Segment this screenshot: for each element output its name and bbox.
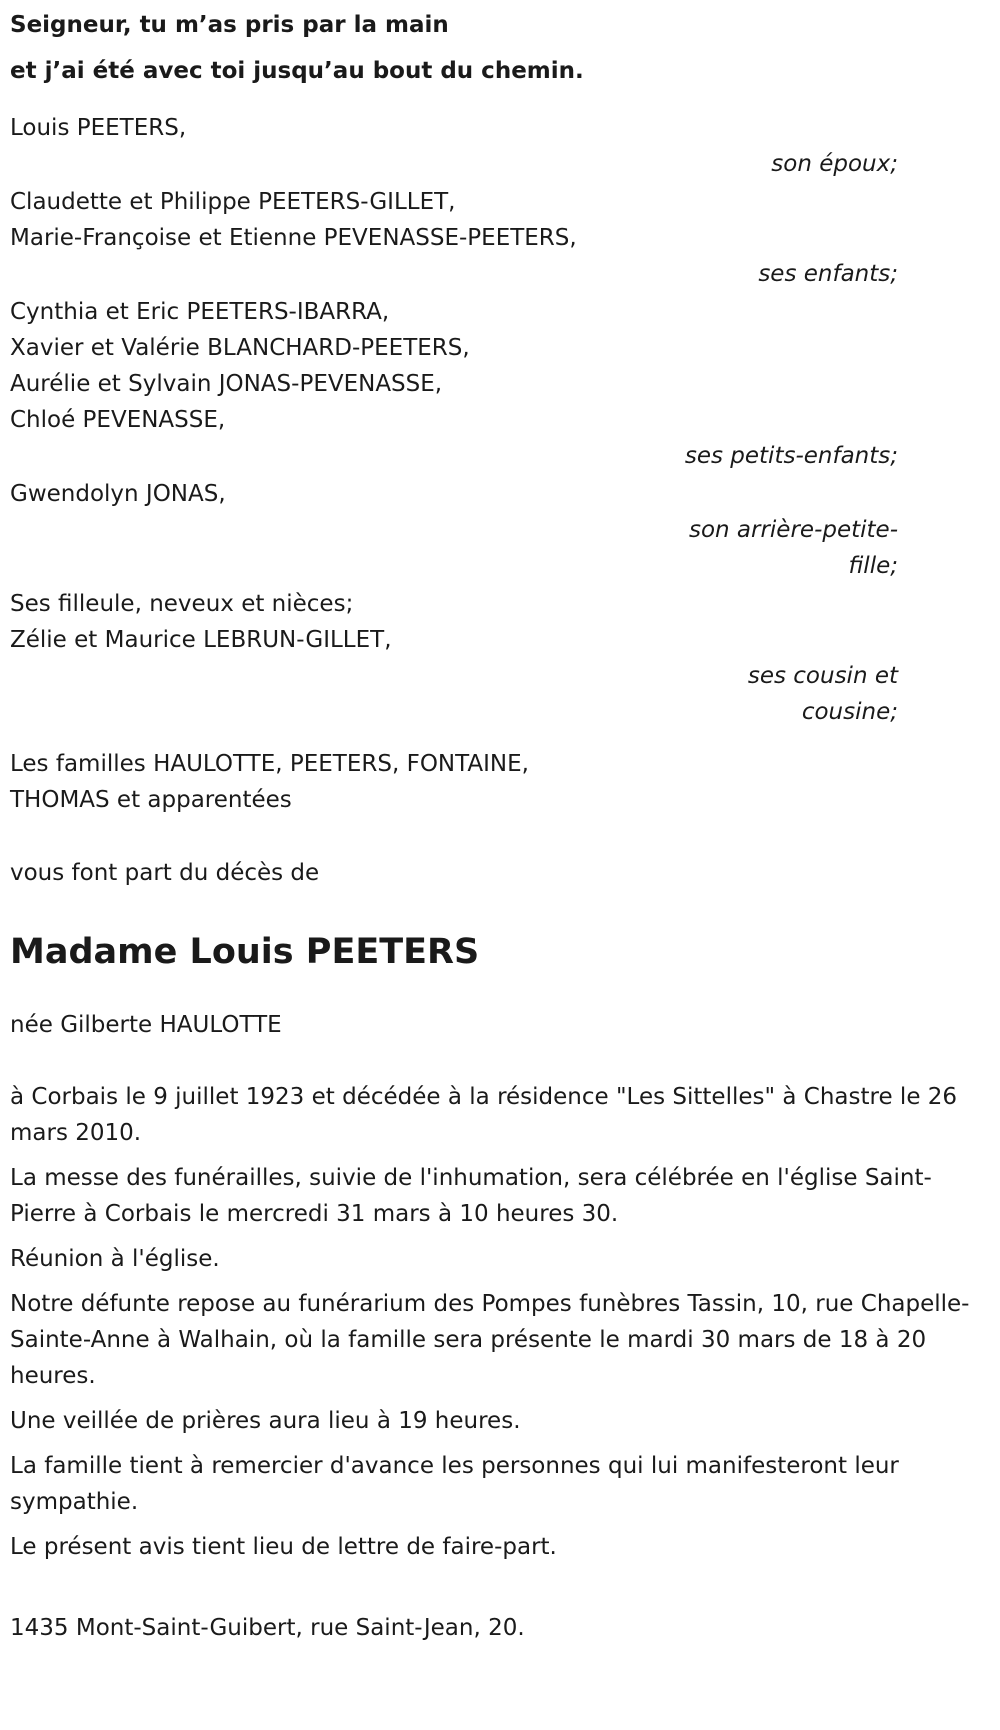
family-name: Xavier et Valérie BLANCHARD-PEETERS, xyxy=(10,335,470,361)
family-group-grandchildren xyxy=(10,294,990,474)
family-group-great-grandchild xyxy=(10,476,990,584)
paragraph-funeral-mass: La messe des funérailles, suivie de l'inhumation, sera célébrée en l'église Saint-Pierre à Corbais le mercredi 31 mars à 10 heures 30. xyxy=(10,1165,932,1227)
family-role-line-2: fille; xyxy=(848,553,898,579)
family-name: Louis PEETERS, xyxy=(10,115,187,141)
extended-families-line-1: Les familles HAULOTTE, PEETERS, FONTAINE, xyxy=(10,751,529,777)
paragraph-notice: Le présent avis tient lieu de lettre de faire-part. xyxy=(10,1534,557,1560)
family-role: ses petits-enfants; xyxy=(684,443,898,469)
paragraph-vigil: Une veillée de prières aura lieu à 19 heures. xyxy=(10,1408,521,1434)
family-name: Gwendolyn JONAS, xyxy=(10,481,226,507)
epigraph-line-2: et j’ai été avec toi jusqu’au bout du chemin. xyxy=(10,58,584,84)
family-name: Chloé PEVENASSE, xyxy=(10,407,226,433)
family-name: Claudette et Philippe PEETERS-GILLET, xyxy=(10,189,456,215)
family-name: Ses filleule, neveux et nièces; xyxy=(10,591,354,617)
family-group-children xyxy=(10,184,990,292)
family-name: Marie-Françoise et Etienne PEVENASSE-PEETERS, xyxy=(10,225,577,251)
family-role-line-1: ses cousin et xyxy=(747,663,898,689)
death-notice xyxy=(10,0,990,1646)
notice-paragraphs xyxy=(10,1079,990,1565)
family-name: Cynthia et Eric PEETERS-IBARRA, xyxy=(10,299,390,325)
epigraph-line-1: Seigneur, tu m’as pris par la main xyxy=(10,12,449,38)
address: 1435 Mont-Saint-Guibert, rue Saint-Jean, 20. xyxy=(10,1615,525,1641)
announcement: vous font part du décès de xyxy=(10,860,320,886)
paragraph-birth-death: à Corbais le 9 juillet 1923 et décédée à la résidence "Les Sittelles" à Chastre le 26 mars 2010. xyxy=(10,1084,958,1146)
extended-families xyxy=(10,746,990,818)
epigraph xyxy=(10,2,990,94)
family-name: Aurélie et Sylvain JONAS-PEVENASSE, xyxy=(10,371,443,397)
family-role: ses enfants; xyxy=(758,261,898,287)
paragraph-meeting: Réunion à l'église. xyxy=(10,1246,220,1272)
family-group-cousins xyxy=(10,586,990,730)
birth-name: née Gilberte HAULOTTE xyxy=(10,1012,282,1038)
paragraph-thanks: La famille tient à remercier d'avance les personnes qui lui manifesteront leur sympathie. xyxy=(10,1453,899,1515)
family-role-line-2: cousine; xyxy=(801,699,898,725)
family-role: son époux; xyxy=(771,151,898,177)
family-group-spouse xyxy=(10,110,990,182)
paragraph-funerarium: Notre défunte repose au funérarium des Pompes funèbres Tassin, 10, rue Chapelle-Sainte-Anne à Walhain, où la famille sera présente le mardi 30 mars de 18 à 20 heures. xyxy=(10,1291,970,1389)
deceased-name: Madame Louis PEETERS xyxy=(10,932,480,972)
family-name: Zélie et Maurice LEBRUN-GILLET, xyxy=(10,627,392,653)
family-role-line-1: son arrière-petite- xyxy=(688,517,898,543)
extended-families-line-2: THOMAS et apparentées xyxy=(10,787,292,813)
